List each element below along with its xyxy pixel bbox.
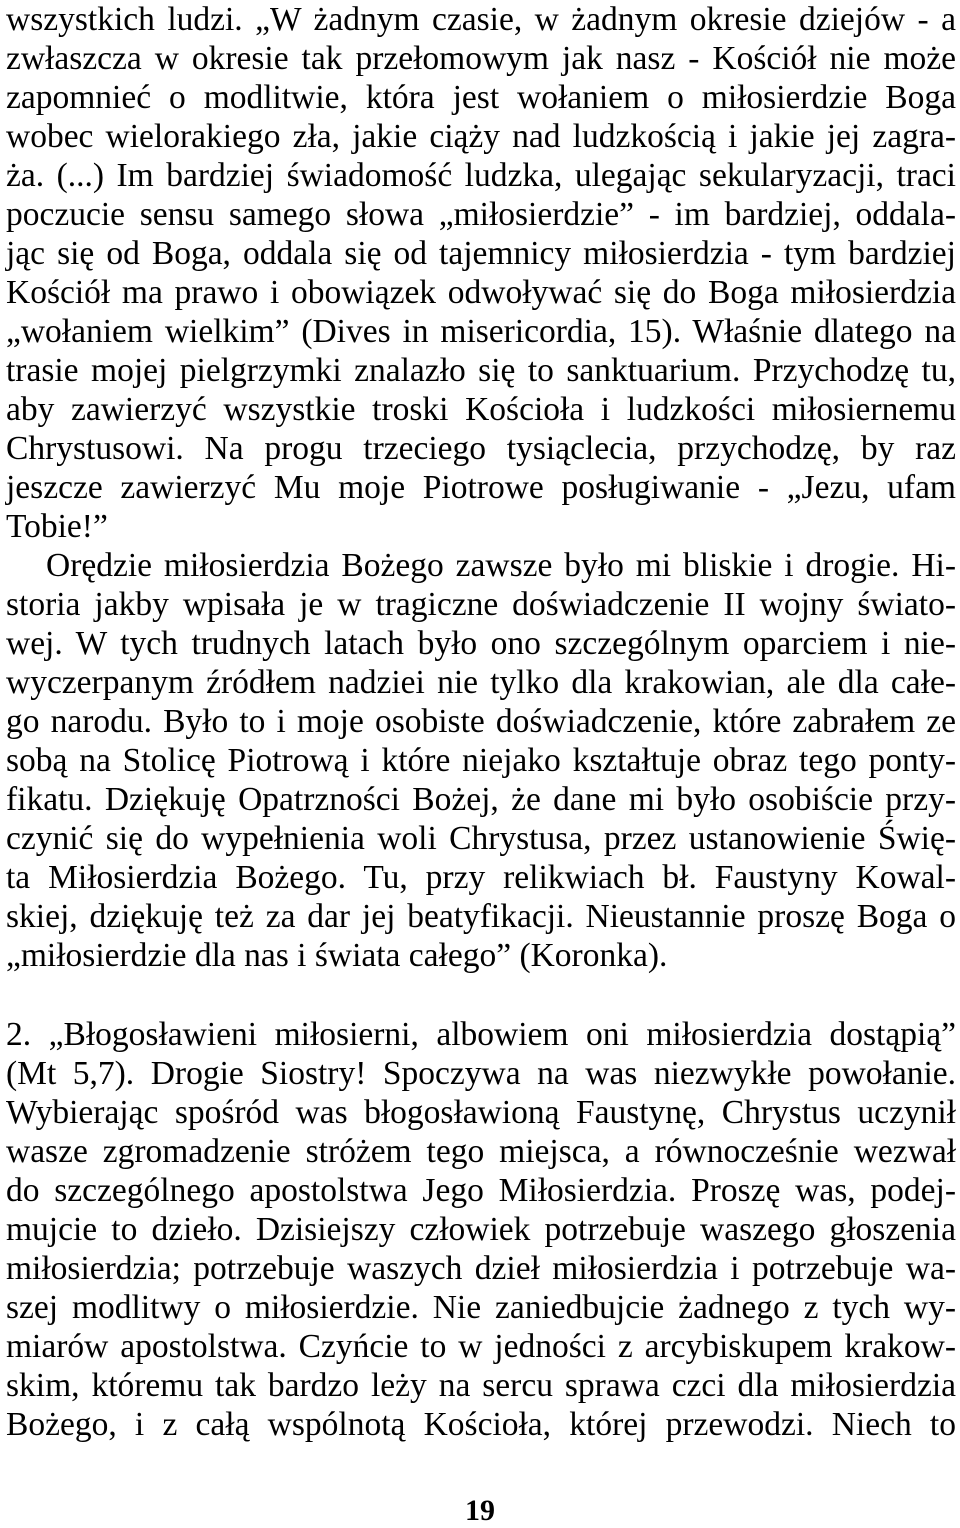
text-line: Tobie!”: [6, 508, 108, 545]
text-line: skim, któremu tak bardzo leży na sercu sprawa czci dla miłosierdzia: [6, 1367, 956, 1404]
text-line: fikatu. Dziękuję Opatrzności Bożej, że dane mi było osobiście przy-: [6, 781, 956, 818]
text-line: skiej, dziękuję też za dar jej beatyfikacji. Nieustannie proszę Boga o: [6, 898, 956, 935]
text-line: wasze zgromadzenie stróżem tego miejsca, a równocześnie wezwał: [6, 1133, 956, 1170]
text-line: „miłosierdzie dla nas i świata całego” (Koronka).: [6, 937, 668, 974]
text-line: Kościół ma prawo i obowiązek odwoływać się do Boga miłosierdzia: [6, 274, 956, 311]
text-line: miłosierdzia; potrzebuje waszych dzieł miłosierdzia i potrzebuje wa-: [6, 1250, 956, 1287]
text-line: ta Miłosierdzia Bożego. Tu, przy relikwiach bł. Faustyny Kowal-: [6, 859, 956, 896]
text-line: jąc się od Boga, oddala się od tajemnicy miłosierdzia - tym bardziej: [6, 235, 956, 272]
text-line: poczucie sensu samego słowa „miłosierdzie” - im bardziej, oddala-: [6, 196, 956, 233]
text-line: czynić się do wypełnienia woli Chrystusa, przez ustanowienie Świę-: [6, 820, 956, 857]
text-line: sobą na Stolicę Piotrową i które niejako kształtuje obraz tego ponty-: [6, 742, 956, 779]
text-line: Wybierając spośród was błogosławioną Faustynę, Chrystus uczynił: [6, 1094, 956, 1131]
text-line: mujcie to dzieło. Dzisiejszy człowiek potrzebuje waszego głoszenia: [6, 1211, 956, 1248]
text-line: zwłaszcza w okresie tak przełomowym jak nasz - Kościół nie może: [6, 40, 956, 77]
text-line: Chrystusowi. Na progu trzeciego tysiąclecia, przychodzę, by raz: [6, 430, 956, 467]
text-line: Bożego, i z całą wspólnotą Kościoła, której przewodzi. Niech to: [6, 1406, 956, 1443]
text-line: wszystkich ludzi. „W żadnym czasie, w żadnym okresie dziejów - a: [6, 1, 956, 38]
text-line: aby zawierzyć wszystkie troski Kościoła i ludzkości miłosiernemu: [6, 391, 956, 428]
text-line: szej modlitwy o miłosierdzie. Nie zaniedbujcie żadnego z tych wy-: [6, 1289, 956, 1326]
text-line: go narodu. Było to i moje osobiste doświadczenie, które zabrałem ze: [6, 703, 956, 740]
text-line: zapomnieć o modlitwie, która jest wołaniem o miłosierdzie Boga: [6, 79, 956, 116]
text-line: wyczerpanym źródłem nadziei nie tylko dla krakowian, ale dla całe-: [6, 664, 956, 701]
section-2-start-line: 2. „Błogosławieni miłosierni, albowiem oni miłosierdzia dostąpią”: [6, 1016, 956, 1053]
text-line: (Mt 5,7). Drogie Siostry! Spoczywa na was niezwykłe powołanie.: [6, 1055, 956, 1092]
paragraph-start-line: Orędzie miłosierdzia Bożego zawsze było mi bliskie i drogie. Hi-: [46, 547, 956, 584]
text-line: jeszcze zawierzyć Mu moje Piotrowe posługiwanie - „Jezu, ufam: [6, 469, 956, 506]
text-line: „wołaniem wielkim” (Dives in misericordia, 15). Właśnie dlatego na: [6, 313, 956, 350]
text-line: miarów apostolstwa. Czyńcie to w jedności z arcybiskupem krakow-: [6, 1328, 956, 1365]
text-line: trasie mojej pielgrzymki znalazło się to sanktuarium. Przychodzę tu,: [6, 352, 956, 389]
text-line: wobec wielorakiego zła, jakie ciąży nad ludzkością i jakie jej zagra-: [6, 118, 956, 155]
text-line: ża. (...) Im bardziej świadomość ludzka, ulegając sekularyzacji, traci: [6, 157, 956, 194]
text-line: storia jakby wpisała je w tragiczne doświadczenie II wojny świato-: [6, 586, 956, 623]
text-line: wej. W tych trudnych latach było ono szczególnym oparciem i nie-: [6, 625, 956, 662]
page-number: 19: [465, 1494, 495, 1527]
text-line: do szczególnego apostolstwa Jego Miłosierdzia. Proszę was, podej-: [6, 1172, 956, 1209]
